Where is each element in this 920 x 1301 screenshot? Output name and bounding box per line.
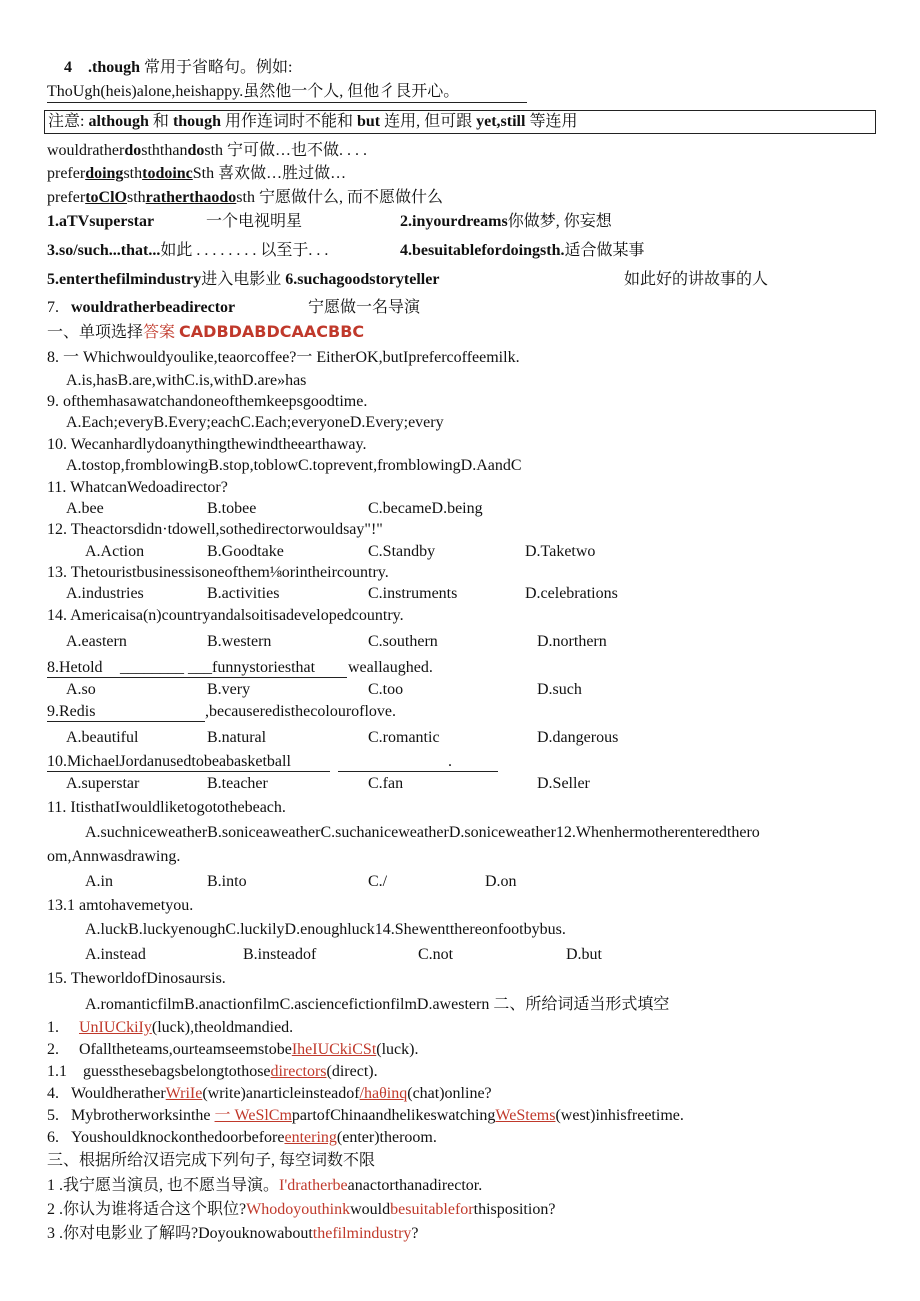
item-text: (west)inhisfreetime.: [555, 1107, 684, 1124]
option: A.bee: [66, 500, 104, 517]
option: B.into: [207, 873, 247, 890]
question: 11. ItisthatIwouldliketogotothebeach.: [47, 799, 286, 816]
option: C.too: [368, 681, 404, 698]
item-text: guessthesebagsbelongtothose: [83, 1063, 271, 1080]
option: C.instruments: [368, 585, 458, 602]
question: 8. 一 Whichwouldyoulike,teaorcoffee?一 EitherOK,butIprefercoffeemilk.: [47, 349, 520, 366]
answer: /haθinq: [359, 1085, 408, 1102]
item-num: 1.: [47, 1019, 59, 1036]
question-options: A.romanticfilmB.anactionfilmC.asciencefictionfilmD.awestern 二、所给词适当形式填空: [85, 996, 670, 1013]
option: C.not: [418, 946, 454, 963]
question: [47, 658, 103, 678]
option: D.dangerous: [537, 729, 619, 746]
item-text: thisposition?: [473, 1201, 556, 1218]
question-options: A.Each;everyB.Every;eachC.Each;everyoneD.Every;every: [66, 414, 444, 431]
item-num: 5.: [47, 1107, 59, 1124]
answer: 一 WeSlCm: [214, 1107, 292, 1124]
vocab-num: 7.: [47, 299, 59, 316]
underline: [47, 721, 205, 722]
vocab-cn: 一个电视明星: [206, 213, 303, 230]
item-cn: .你认为谁将适合这个职位?: [59, 1201, 247, 1218]
item-text: Ofalltheteams,ourteamseemstobe: [79, 1041, 292, 1058]
note-4-title: .though: [88, 59, 141, 76]
notice-and: 和: [152, 113, 169, 130]
vocab-en: 6.suchagoodstoryteller: [285, 271, 440, 288]
phrase-part: todoinc: [142, 165, 193, 182]
vocab-item: [400, 212, 612, 232]
vocab-cn: 你做梦, 你妄想: [507, 213, 612, 230]
underline: [47, 677, 347, 678]
answer: I'dratherbe: [279, 1177, 348, 1194]
option: A.instead: [85, 946, 146, 963]
item-text: would: [350, 1201, 391, 1218]
phrase-part: sth 宁愿做什么, 而不愿做什么: [236, 189, 443, 206]
answer-key: CADBDABDCAACBBC: [179, 322, 365, 341]
answer: UnIUCkiIy: [79, 1019, 152, 1036]
item-text: anactorthanadirector.: [347, 1177, 483, 1194]
option: A.eastern: [66, 633, 127, 650]
item-text: (luck).: [376, 1041, 419, 1058]
answer: WriIe: [165, 1085, 203, 1102]
option: C.southern: [368, 633, 438, 650]
question-text: ,becauseredisthecolouroflove.: [205, 703, 397, 720]
question-text: .: [448, 753, 452, 770]
option: B.activities: [207, 585, 280, 602]
question-options: A.is,hasB.are,withC.is,withD.are»has: [66, 372, 307, 389]
vocab-en: wouldratherbeadirector: [71, 299, 236, 316]
fill-item: [47, 1106, 684, 1126]
question-options: A.luckB.luckyenoughC.luckilyD.enoughluck14.Shewentthereonfootbybus.: [85, 921, 566, 938]
phrase-part: prefer: [47, 189, 86, 206]
notice-although: although: [88, 113, 149, 130]
item-text: Wouldherather: [71, 1085, 166, 1102]
option: D.celebrations: [525, 585, 618, 602]
item-num: 3: [47, 1225, 55, 1242]
option: B.western: [207, 633, 272, 650]
notice-text-3: 等连用: [529, 113, 578, 130]
option: D.Seller: [537, 775, 590, 792]
phrase-part: wouldrather: [47, 142, 125, 159]
phrase-part: sththan: [141, 142, 188, 159]
section-3-heading: 三、根据所给汉语完成下列句子, 每空词数不限: [47, 1152, 376, 1169]
option: B.natural: [207, 729, 267, 746]
option: B.very: [207, 681, 251, 698]
option: C.romantic: [368, 729, 440, 746]
vocab-en: 1.aTVsuperstar: [47, 213, 155, 230]
option: C.Standby: [368, 543, 436, 560]
answer: directors: [270, 1063, 327, 1080]
option: A.industries: [66, 585, 144, 602]
example-sentence: ThoUgh(heis)alone,heishappy.虽然他一个人, 但他彳艮开心。: [47, 83, 460, 100]
question: 13. Thetouristbusinessisoneofthem⅛orintheircountry.: [47, 564, 389, 581]
question-text: 10.MichaelJordanusedtobeabasketball: [47, 753, 291, 770]
note-4: [64, 58, 292, 78]
option: C.fan: [368, 775, 404, 792]
item-num: 2.: [47, 1041, 59, 1058]
answer: entering: [284, 1129, 337, 1146]
question-text: weallaughed.: [348, 659, 433, 676]
option: B.Goodtake: [207, 543, 284, 560]
vocab-item: [400, 241, 644, 261]
phrase-part: toClO: [85, 189, 127, 206]
option: C./: [368, 873, 388, 890]
option: B.tobee: [207, 500, 257, 517]
question-text: 9.Redis: [47, 703, 96, 720]
question-text: 8.Hetold: [47, 659, 103, 676]
question: 12. Theactorsdidn·tdowell,sothedirectorwouldsay"!": [47, 521, 383, 538]
vocab-en: 5.enterthefilmindustry: [47, 271, 202, 288]
fill-item: [47, 1084, 492, 1104]
vocab-cn: 宁愿做一名导演: [308, 299, 421, 316]
option: A.beautiful: [66, 729, 139, 746]
phrase-part: sth: [126, 189, 146, 206]
phrase-row: [47, 188, 443, 208]
option: B.insteadof: [243, 946, 317, 963]
section-1-heading: [47, 322, 364, 343]
question-text: funnystoriesthat: [212, 659, 316, 676]
phrase-part: prefer: [47, 165, 86, 182]
item-cn: .我宁愿当演员, 也不愿当导演。: [59, 1177, 280, 1194]
translation-item: [47, 1224, 419, 1244]
option: B.teacher: [207, 775, 268, 792]
option: D.northern: [537, 633, 607, 650]
item-num: 2: [47, 1201, 55, 1218]
notice-text-2: 连用, 但可跟: [384, 113, 473, 130]
phrase-part: sth: [123, 165, 143, 182]
answer: besuitablefor: [390, 1201, 474, 1218]
question: 9. ofthemhasawatchandoneofthemkeepsgoodtime.: [47, 393, 368, 410]
vocab-en: 4.besuitablefordoingsth.: [400, 242, 565, 259]
item-text: Mybrotherworksinthe: [71, 1107, 211, 1124]
question: 13.1 amtohavemetyou.: [47, 897, 194, 914]
option: A.so: [66, 681, 96, 698]
example-underline: [47, 102, 527, 103]
option: D.Taketwo: [525, 543, 596, 560]
item-text: (chat)online?: [407, 1085, 492, 1102]
notice-text-1: 用作连词时不能和: [224, 113, 353, 130]
vocab-cn: 适合做某事: [564, 242, 645, 259]
option: A.Action: [85, 543, 145, 560]
note-4-rest: 常用于省略句。例如:: [144, 59, 293, 76]
option: D.but: [566, 946, 602, 963]
option: A.superstar: [66, 775, 140, 792]
phrase-row: [47, 141, 367, 161]
vocab-item: [47, 298, 235, 318]
fill-item: [47, 1040, 418, 1060]
phrase-part: ratherthaodo: [145, 189, 237, 206]
item-text: (enter)theroom.: [336, 1129, 437, 1146]
vocab-cn: 进入电影业: [201, 271, 282, 288]
vocab-item: [47, 212, 154, 232]
underline: [47, 771, 330, 772]
phrase-part: do: [187, 142, 205, 159]
vocab-cn: 如此 . . . . . . . . 以至于. . .: [160, 242, 329, 259]
answer-label: 答案: [143, 324, 176, 341]
section-title: 一、单项选择: [47, 324, 144, 341]
item-text: partofChinaandhelikeswatching: [291, 1107, 496, 1124]
option: A.in: [85, 873, 113, 890]
answer: IheIUCkiCSt: [291, 1041, 377, 1058]
item-num: 1: [47, 1177, 55, 1194]
fill-item: [47, 1062, 378, 1082]
vocab-item: [47, 270, 439, 290]
question-options: om,Annwasdrawing.: [47, 848, 181, 865]
question-options: A.suchniceweatherB.soniceaweatherC.suchaniceweatherD.soniceweather12.Whenhermotherenteredthero: [85, 824, 760, 841]
item-text: Youshouldknockonthedoorbefore: [71, 1129, 285, 1146]
phrase-part: Sth 喜欢做…胜过做…: [192, 165, 347, 182]
answer: Whodoyouthink: [246, 1201, 351, 1218]
question: 10. Wecanhardlydoanythingthewindtheearthaway.: [47, 436, 367, 453]
vocab-cn: 如此好的讲故事的人: [624, 271, 769, 288]
item-text: (write)anarticleinsteadof: [202, 1085, 360, 1102]
phrase-part: doing: [85, 165, 124, 182]
item-num: 6.: [47, 1129, 59, 1146]
item-num: 4.: [47, 1085, 59, 1102]
translation-item: [47, 1176, 482, 1196]
item-text: ?: [411, 1225, 419, 1242]
notice-but: but: [356, 113, 381, 130]
blank: ________ ___: [120, 659, 212, 676]
vocab-en: 3.so/such...that...: [47, 242, 161, 259]
item-text: (direct).: [326, 1063, 378, 1080]
fill-item: [47, 1018, 293, 1038]
vocab-en: 2.inyourdreams: [400, 213, 508, 230]
question: 14. Americaisa(n)countryandalsoitisadevelopedcountry.: [47, 607, 404, 624]
phrase-row: [47, 164, 346, 184]
option: D.such: [537, 681, 582, 698]
question-options: A.tostop,fromblowingB.stop,toblowC.toprevent,fromblowingD.AandC: [66, 457, 522, 474]
option: C.becameD.being: [368, 500, 483, 517]
answer: WeStems: [495, 1107, 556, 1124]
item-cn: .你对电影业了解吗?: [59, 1225, 199, 1242]
notice-yet-still: yet,still: [476, 113, 526, 130]
notice-label: 注意:: [48, 113, 85, 130]
phrase-part: do: [124, 142, 142, 159]
notice-line: [48, 112, 577, 132]
item-num: 1.1: [47, 1063, 67, 1080]
notice-though: though: [172, 113, 221, 130]
item-text: (luck),theoldmandied.: [151, 1019, 294, 1036]
option: D.on: [485, 873, 517, 890]
fill-item: [47, 1128, 437, 1148]
question: 11. WhatcanWedoadirector?: [47, 479, 228, 496]
answer: thefilmindustry: [312, 1225, 412, 1242]
phrase-part: sth 宁可做…也不做. . . .: [204, 142, 368, 159]
item-text: Doyouknowabout: [198, 1225, 313, 1242]
translation-item: [47, 1200, 555, 1220]
note-4-num: 4: [64, 59, 72, 76]
blank-line: [338, 771, 498, 772]
vocab-item: [47, 241, 328, 261]
question: 15. TheworldofDinosaursis.: [47, 970, 226, 987]
